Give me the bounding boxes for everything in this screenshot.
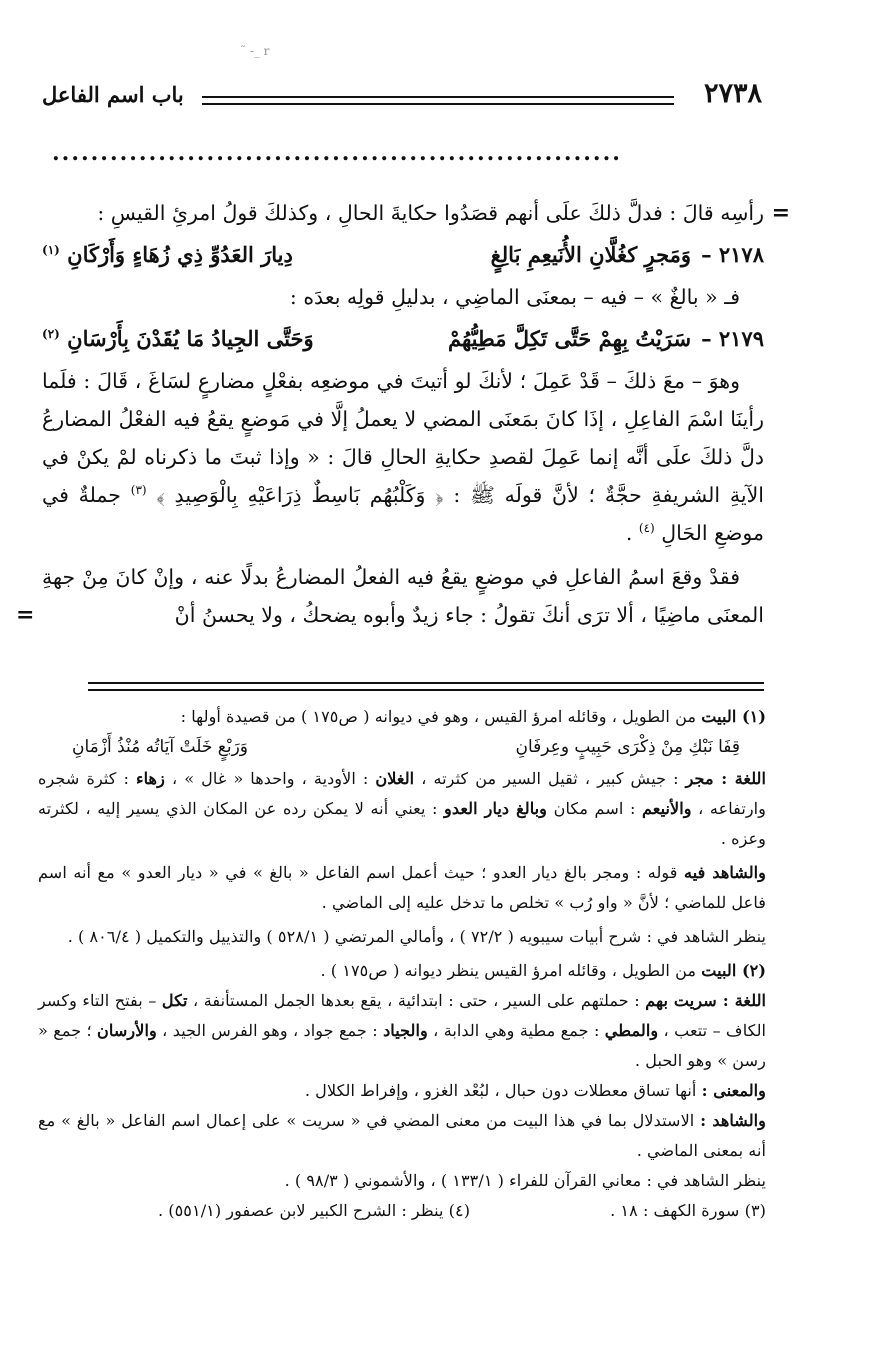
term-takil: تكل	[161, 991, 188, 1010]
page-number: ٢٧٣٨	[703, 78, 762, 109]
lugha-text: : جمع مطية وهي الدابة ،	[433, 1021, 600, 1040]
paragraph-3-end: .	[625, 521, 633, 545]
footnote-ref[interactable]: (١)	[42, 243, 60, 257]
verse-hemistich-2-text: وَحَتَّى الجِيادُ مَا يُقَدْنَ بِأَرْسَانِ	[67, 326, 314, 351]
shahid-text: قوله : ومجر بالغ ديار العدو ؛ حيث أعمل اسم الفاعل « بالغ » في « ديار العدو » مع أنه اسم فاعل للماضي ؛ لأنَّ « واو رُب » تخلص ما تدخل عليه إلى الماضي .	[38, 863, 766, 912]
lugha-text: : جمع جواد ، وهو الفرس الجيد ،	[162, 1021, 378, 1040]
paragraph-1	[42, 194, 790, 232]
paragraph-4-text: فقدْ وقعَ اسمُ الفاعلِ في موضعٍ يقعُ فيه الفعلُ المضارعُ بدلًا عنه ، وإنْ كانَ مِنْ جهةِ المعنَى ماضِيًا ، ألا ترَى أنكَ تقولُ : جاء زيدٌ وأبوه يضحكُ ، ولا يحسنُ أنْ	[42, 565, 764, 627]
footnote-1-intro-text: من الطويل ، وقائله امرؤ القيس ، وهو في ديوانه ( ص١٧٥ ) من قصيدة أولها :	[180, 707, 697, 726]
term-zuha: زهاء	[136, 769, 165, 788]
shahid-text: الاستدلال بما في هذا البيت من معنى المضي في « سريت » على إعمال اسم الفاعل « بالغ » مع أنه بمعنى الماضي .	[38, 1111, 766, 1160]
lugha-label: اللغة : مجر	[685, 769, 766, 788]
mana-label: والمعنى :	[701, 1081, 766, 1100]
footnote-1-intro	[38, 702, 766, 732]
dotted-separator: ...........................................................	[52, 140, 622, 166]
footnote-2-intro-text: من الطويل ، وقائله امرؤ القيس ينظر ديوانه ( ص١٧٥ ) .	[320, 961, 697, 980]
shahid-label: والشاهد فيه	[684, 863, 766, 882]
continuation-marker-start: =	[771, 200, 790, 226]
term-unaim: والأنيعم	[642, 799, 692, 818]
footnote-3: (٣) سورة الكهف : ١٨ .	[610, 1201, 766, 1220]
footnotes	[38, 702, 766, 1226]
footnote-2-mana	[38, 1076, 766, 1106]
continuation-marker-end: =	[16, 602, 35, 628]
lugha-text: : حملتهم على السير ، حتى : ابتدائية ، يقع بعدها الجمل المستأنفة ،	[193, 991, 640, 1010]
lugha-text: : يعني أنه لا يمكن رده عن المكان الذي يسير إليه ، لكثرته وعزه .	[38, 799, 766, 848]
footnote-2-refs: ينظر الشاهد في : معاني القرآن للفراء ( ١٣٣/١ ) ، والأشموني ( ٩٨/٣ ) .	[284, 1171, 766, 1190]
paragraph-4	[16, 558, 764, 634]
term-baligh: وبالغ ديار العدو	[444, 799, 547, 818]
footnote-4: (٤) ينظر : الشرح الكبير لابن عصفور (٥٥١/١) .	[158, 1201, 471, 1220]
footnote-1-lugha	[38, 764, 766, 854]
footnote-2-shahid	[38, 1106, 766, 1166]
term-ghulan: الغلان	[375, 769, 415, 788]
footnote-1-head: (١) البيت	[701, 707, 766, 726]
footnote-1-refs: ينظر الشاهد في : شرح أبيات سيبويه ( ٧٢/٢ ) ، وأمالي المرتضي ( ٥٢٨/١ ) والتذييل والتكميل ( ٨٠٦/٤ ) .	[67, 927, 766, 946]
term-jiyad: والجياد	[383, 1021, 428, 1040]
paragraph-3	[42, 362, 764, 552]
paragraph-1-text: رأسِه قالَ : فدلَّ ذلكَ علَى أنهم قصَدُوا حكايةَ الحالِ ، وكذلكَ قولُ امرئِ القيسِ :	[97, 201, 764, 225]
footnote-separator	[88, 682, 764, 691]
verse-hemistich-2	[42, 232, 471, 278]
verse-2178	[42, 232, 764, 278]
paragraph-2: فـ « بالغٌ » – فيه – بمعنَى الماضِي ، بدليلِ قولِه بعدَه :	[289, 285, 740, 309]
verse-hemistich-1: سَرَيْتُ بِهِمْ حَتَّى تَكِلَّ مَطِيُّهُمْ	[448, 326, 692, 351]
footnote-ref[interactable]: (٣)	[130, 483, 147, 498]
verse-2179	[42, 316, 764, 362]
verse-hemistich-2	[42, 316, 428, 362]
verse-number: ٢١٧٩ –	[701, 326, 764, 351]
term-mati: والمطي	[604, 1021, 659, 1040]
verse-hemistich-1: وَمَجرٍ كغُلَّانِ الأُنَيعِمِ بَالِغٍ	[490, 242, 692, 267]
header-rule	[202, 96, 674, 105]
lugha-text: : جيش كبير ، ثقيل السير من كثرته ،	[421, 769, 679, 788]
lugha-text: : الأودية ، واحدها « غال » ،	[171, 769, 369, 788]
scan-mark: ˜ -_ r	[240, 44, 270, 58]
footnote-ref[interactable]: (٤)	[638, 521, 655, 536]
footnote-1-shahid	[38, 858, 766, 918]
lugha-text: : اسم مكان	[553, 799, 636, 818]
verse-hemistich-2-text: دِيارَ العَدُوِّ ذِي زُهَاءٍ وَأَرْكَانِ	[67, 242, 293, 267]
page-header	[42, 78, 762, 118]
footnote-1-poem	[38, 732, 766, 762]
main-text	[16, 194, 790, 634]
footnote-2-head: (٢) البيت	[701, 961, 766, 980]
footnote-ref[interactable]: (٢)	[42, 327, 60, 341]
mana-text: أنها تساق معطلات دون حبال ، لبُعْد الغزو ، وإفراط الكلال .	[304, 1081, 697, 1100]
lugha-text: : كثرة شجره وارتفاعه ،	[38, 769, 766, 818]
lugha-text: – بفتح التاء وكسر الكاف – تتعب ،	[38, 991, 767, 1040]
poem-hemistich-1: قِفَا نَبْكِ مِنْ ذِكْرَى حَبِيبٍ وعِرفَانِ	[515, 737, 740, 757]
shahid-label: والشاهد :	[700, 1111, 766, 1130]
footnote-2-lugha	[38, 986, 766, 1076]
term-arsan: والأرسان	[97, 1021, 157, 1040]
footnote-2-intro	[38, 956, 766, 986]
lugha-label: اللغة : سريت بهم	[645, 991, 766, 1010]
footnotes-3-4	[38, 1196, 766, 1226]
paragraph-3-tail: جملةٌ في موضعِ الحَالِ	[42, 483, 764, 545]
lugha-text: ؛ جمع « رسن » وهو الحبل .	[38, 1021, 766, 1070]
paragraph-3-text: وهوَ – معَ ذلكَ – قَدْ عَمِلَ ؛ لأنكَ لو أتيتَ في موضعِه بفعْلٍ مضارعٍ لسَاغَ ، قَالَ : فلَما رأينَا اسْمَ الفاعِلِ ، إذَا كانَ بمَعنَى المضي لا يعملُ إلَّا في مَوضعٍ يقعُ فيه الفعْلُ المضارعُ دلَّ ذلكَ علَى أنَّه إنما عَمِلَ لقصدِ حكايةِ الحالِ قالَ : « وإذا ثبتَ ما ذكرناه لمْ يكنْ في الآيةِ الشريفةِ حجَّةٌ ؛ لأنَّ قولَه ﷺ : ﴿ وَكَلْبُهُم بَاسِطٌ ذِرَاعَيْهِ بِالْوَصِيدِ ﴾	[42, 369, 764, 507]
poem-hemistich-2: وَرَبْعٍ خَلَتْ آيَاتُه مُنْذُ أَزْمَانِ	[72, 737, 248, 757]
chapter-title: باب اسم الفاعل	[42, 82, 184, 107]
verse-number: ٢١٧٨ –	[701, 242, 764, 267]
